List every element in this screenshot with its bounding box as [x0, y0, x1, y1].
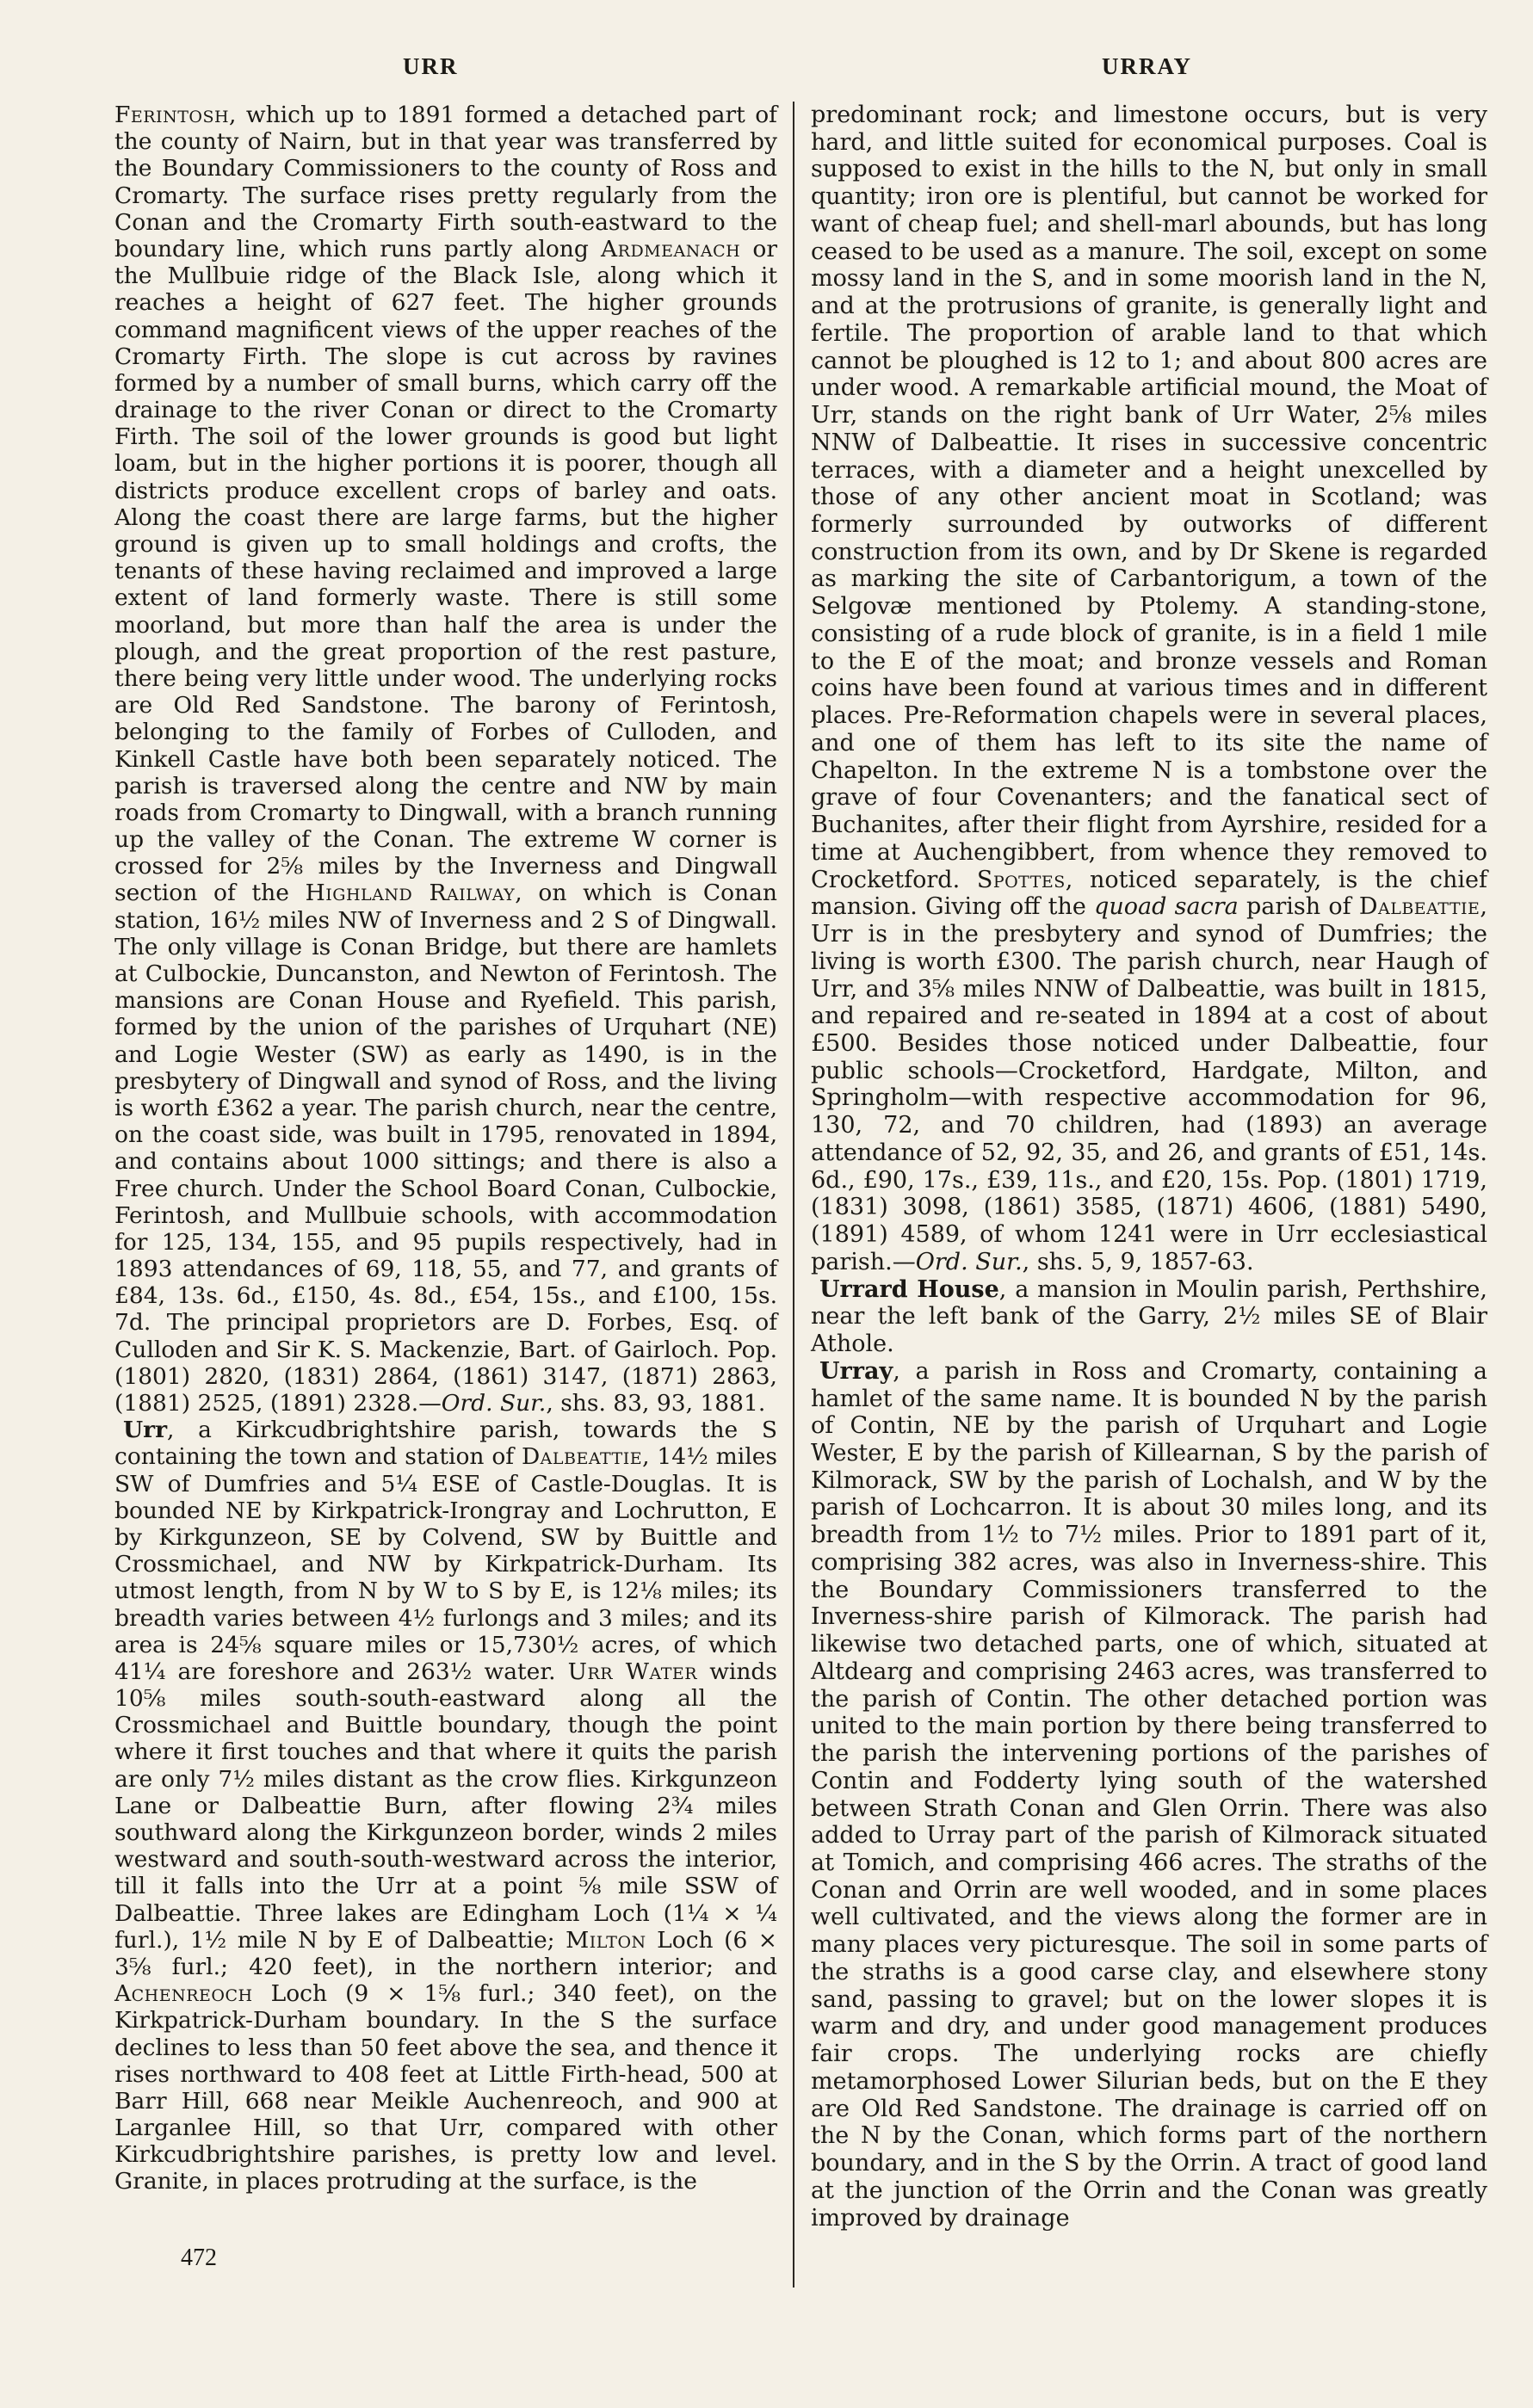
place-ref: Milton: [566, 1926, 646, 1954]
body-text: , on which is Conan station, 16½ miles NW of Inverness and 2 S of Dingwall. The only village is Conan Bridge, but there are hamlets at Culbockie, Duncanston, and Newton of Ferintosh. The mansions are Conan House and Ryefield. This parish, formed by the union of the parishes of Urquhart (NE) and Logie Wester (SW) as early as 1490, is in the presbytery of Dingwall and synod of Ross, and the living is worth £362 a year. The parish church, near the centre, on the coast side, was built in 1795, renovated in 1894, and contains about 1000 sittings; and there is also a Free church. Under the School Board Conan, Culbockie, Ferintosh, and Mullbuie schools, with accommodation for 125, 134, 155, and 95 pupils respectively, had in 1893 attendances of 69, 118, 55, and 77, and grants of £84, 13s. 6d., £150, 4s. 8d., £54, 15s., and £100, 15s. 7d. The principal proprietors are D. Forbes, Esq. of Culloden and Sir K. S. Mackenzie, Bart. of Gairloch. Pop. (1801) 2820, (1831) 2864, (1861) 3147, (1871) 2863, (1881) 2525, (1891) 2328.—: [114, 880, 777, 1417]
body-text: Loch (9 × 1⅝ furl.; 340 feet), on the Kirkpatrick-Durham boundary. In the S the surface declines to less than 50 feet above the sea, and thence it rises northward to 408 feet at Little Firth-head, 500 at Barr Hill, 668 near Meikle Auchenreoch, and 900 at Larganlee Hill, so that Urr, compared with other Kirkcudbrightshire parishes, is pretty low and level. Granite, in places protruding at the surface, is the: [114, 1980, 777, 2195]
left-column: [114, 102, 777, 2195]
place-ref: Dalbeattie: [1358, 893, 1480, 921]
entry-urray: [811, 1358, 1487, 2232]
place-ref: Urr Water: [567, 1658, 698, 1685]
body-text: , 14½ miles SW of Dumfries and 5¼ ESE of Castle-Douglas. It is bounded NE by Kirkpatrick-Irongray and Lochrutton, E by Kirkgunzeon, SE by Colvend, SW by Buittle and Crossmichael, and NW by Kirkpatrick-Durham. Its utmost length, from N by W to S by E, is 12⅛ miles; its breadth varies between 4½ furlongs and 3 miles; and its area is 24⅝ square miles or 15,730½ acres, of which 41¼ are foreshore and 263½ water.: [114, 1443, 777, 1685]
body-text: predominant rock; and limestone occurs, but is very hard, and little suited for economical purposes. Coal is supposed to exist in the hills to the N, but only in small quantity; iron ore is plentiful, but cannot be worked for want of cheap fuel; and shell-marl abounds, but has long ceased to be used as a manure. The soil, except on some mossy land in the S, and in some moorish land in the N, and at the protrusions of granite, is generally light and fertile. The proportion of arable land to that which cannot be ploughed is 12 to 1; and about 800 acres are under wood. A remarkable artificial mound, the Moat of Urr, stands on the right bank of Urr Water, 2⅝ miles NNW of Dalbeattie. It rises in successive concentric terraces, with a diameter and a height unexcelled by those of any other ancient moat in Scotland; was formerly surrounded by outworks of different construction from its own, and by Dr Skene is regarded as marking the site of Carbantorigum, a town of the Selgovæ mentioned by Ptolemy. A standing-stone, consisting of a rude block of granite, is in a field 1 mile to the E of the moat; and bronze vessels and Roman coins have been found at various times and in different places. Pre-Reformation chapels were in several places, and one of them has left to its site the name of Chapelton. In the extreme N is a tombstone over the grave of four Covenanters; and the fanatical sect of Buchanites, after their flight from Ayrshire, resided for a time at Auchengibbert, from whence they removed to Crocketford.: [811, 102, 1487, 893]
place-ref: Ferintosh: [114, 102, 230, 128]
survey-ref: Ord. Sur.: [441, 1390, 547, 1417]
body-text: , noticed separately, is the chief mansion. Giving off the: [811, 866, 1487, 921]
entry-urrard-house: [811, 1276, 1487, 1358]
body-text: parish of: [1238, 893, 1359, 921]
right-column: [811, 102, 1487, 2232]
headword: Urr: [123, 1417, 168, 1444]
entry-urr: [114, 1417, 777, 2195]
running-head-left: URR: [403, 53, 459, 79]
place-ref: Dalbeattie: [521, 1443, 643, 1471]
place-ref: Achenreoch: [114, 1980, 253, 2008]
body-text: winds 10⅝ miles south-south-eastward along all the Crossmichael and Buittle boundary, though the point where it first touches and that where it quits the parish are only 7½ miles distant as the crow flies. Kirkgunzeon Lane or Dalbeattie Burn, after flowing 2¾ miles southward along the Kirkgunzeon border, winds 2 miles westward and south-south-westward across the interior, till it falls into the Urr at a point ⅝ mile SSW of Dalbeattie. Three lakes are Edingham Loch (1¼ × ¼ furl.), 1½ mile N by E of Dalbeattie;: [114, 1658, 777, 1954]
place-ref: Ardmeanach: [601, 235, 741, 262]
survey-ref: Ord. Sur.: [915, 1248, 1023, 1275]
body-text: , shs. 83, 93, 1881.: [546, 1390, 766, 1417]
ferintosh-continuation: [114, 102, 777, 1417]
column-divider: [793, 102, 794, 2288]
body-text: , a parish in Ross and Cromarty, containing a hamlet of the same name. It is bounded N by the parish of Contin, NE by the parish of Urquhart and Logie Wester, E by the parish of Killearnan, S by the parish of Kilmorack, SW by the parish of Lochalsh, and W by the parish of Lochcarron. It is about 30 miles long, and its breadth from 1½ to 7½ miles. Prior to 1891 part of it, comprising 382 acres, was also in Inverness-shire. This the Boundary Commissioners transferred to the Inverness-shire parish of Kilmorack. The parish had likewise two detached parts, one of which, situated at Altdearg and comprising 2463 acres, was transferred to the parish of Contin. The other detached portion was united to the main portion by there being transferred to the parish the intervening portions of the parishes of Contin and Fodderty lying south of the watershed between Strath Conan and Glen Orrin. There was also added to Urray part of the parish of Kilmorack situated at Tomich, and comprising 466 acres. The straths of the Conan and Orrin are well wooded, and in some places well cultivated, and the views along the former are in many places very picturesque. The soil in some parts of the straths is a good carse clay, and elsewhere stony sand, passing to gravel; but on the lower slopes it is warm and dry, and under good management produces fair crops. The underlying rocks are chiefly metamorphosed Lower Silurian beds, but on the E they are Old Red Sandstone. The drainage is carried off on the N by the Conan, which forms part of the northern boundary, and in the S by the Orrin. A tract of good land at the junction of the Orrin and the Conan was greatly improved by drainage: [811, 1357, 1487, 2232]
body-text: , a Kirkcudbrightshire parish, towards the S containing the town and station of: [114, 1417, 777, 1471]
body-text: , Urr is in the presbytery and synod of Dumfries; the living is worth £300. The parish church, near Haugh of Urr, and 3⅝ miles NNW of Dalbeattie, was built in 1815, and repaired and re-seated in 1894 at a cost of about £500. Besides those noticed under Dalbeattie, four public schools—Crocketford, Hardgate, Milton, and Springholm—with respective accommodation for 96, 130, 72, and 70 children, had (1893) an average attendance of 52, 92, 35, and 26, and grants of £51, 14s. 6d., £90, 17s., £39, 11s., and £20, 15s. Pop. (1801) 1719, (1831) 3098, (1861) 3585, (1871) 4606, (1881) 5490, (1891) 4589, of whom 1241 were in Urr ecclesiastical parish.—: [811, 893, 1487, 1275]
italic-term: quoad sacra: [1094, 893, 1239, 921]
headword: Urrard House: [819, 1275, 999, 1303]
body-text: , shs. 5, 9, 1857-63.: [1022, 1248, 1254, 1275]
running-head-right: URRAY: [1102, 53, 1193, 79]
place-ref: Spottes: [976, 866, 1066, 893]
body-text: Loch (6 × 3⅝ furl.; 420 feet), in the northern interior; and: [114, 1926, 778, 1980]
urr-continuation: [811, 102, 1487, 1276]
body-text: , a mansion in Moulin parish, Perthshire, near the left bank of the Garry, 2½ miles SE of Blair Athole.: [811, 1275, 1487, 1358]
page-number: 472: [181, 2244, 217, 2271]
body-text: or the Mullbuie ridge of the Black Isle, along which it reaches a height of 627 feet. The higher grounds command magnificent views of the upper reaches of the Cromarty Firth. The slope is cut across by ravines formed by a number of small burns, which carry off the drainage to the river Conan or direct to the Cromarty Firth. The soil of the lower grounds is good but light loam, but in the higher portions it is poorer, though all districts produce excellent crops of barley and oats. Along the coast there are large farms, but the higher ground is given up to small holdings and crofts, the tenants of these having reclaimed and improved a large extent of land formerly waste. There is still some moorland, but more than half the area is under the plough, and the great proportion of the rest pasture, there being very little under wood. The underlying rocks are Old Red Sandstone. The barony of Ferintosh, belonging to the family of Forbes of Culloden, and Kinkell Castle have both been separately noticed. The parish is traversed along the centre and NW by main roads from Cromarty to Dingwall, with a branch running up the valley of the Conan. The extreme W corner is crossed for 2⅝ miles by the Inverness and Dingwall section of the: [114, 235, 777, 907]
body-text: , which up to 1891 formed a detached part of the county of Nairn, but in that year was transferred by the Boundary Commissioners to the county of Ross and Cromarty. The surface rises pretty regularly from the Conan and the Cromarty Firth south-eastward to the boundary line, which runs partly along: [114, 102, 777, 262]
place-ref: Highland Railway: [305, 880, 516, 907]
headword: Urray: [819, 1357, 893, 1385]
